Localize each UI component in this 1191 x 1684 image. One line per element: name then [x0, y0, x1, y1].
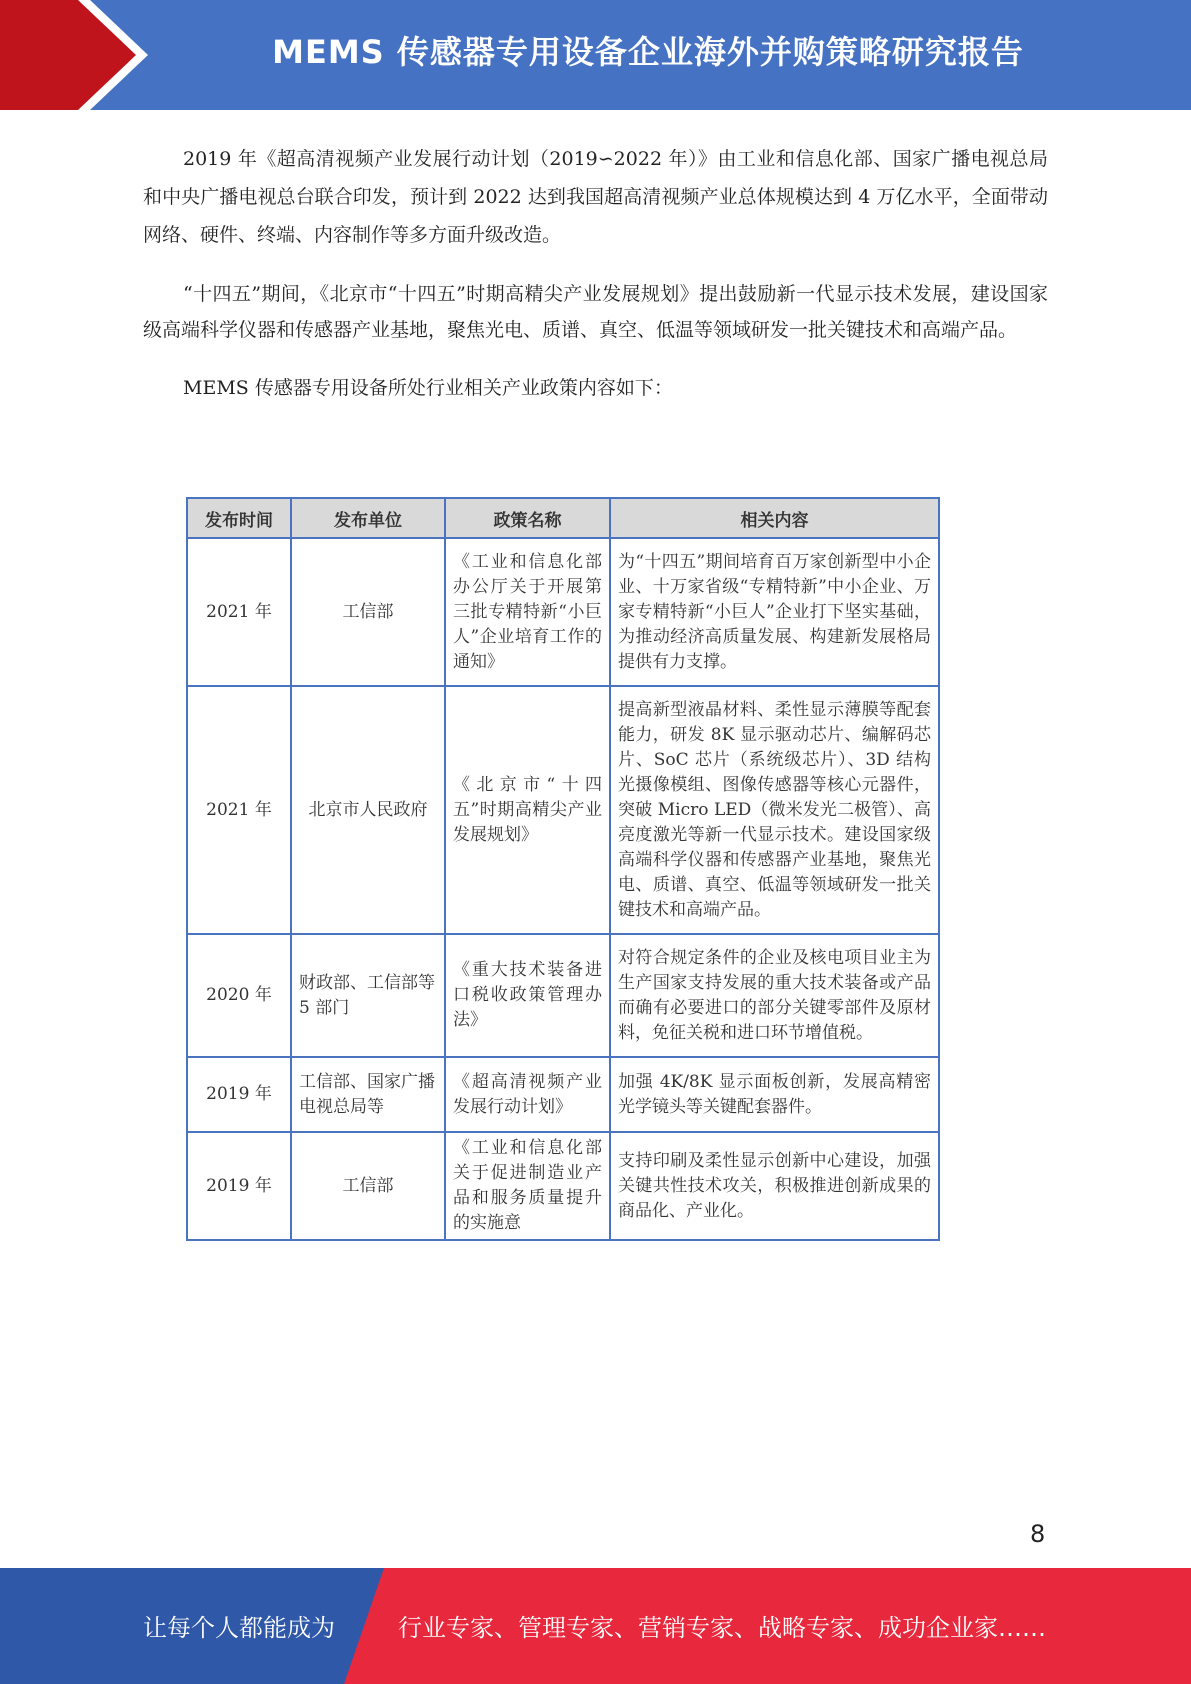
- paragraph-2: “十四五”期间，《北京市“十四五”时期高精尖产业发展规划》提出鼓励新一代显示技术发展，建设国家级高端科学仪器和传感器产业基地，聚焦光电、质谱、真空、低温等领域研发一批关键技术和高端产品。: [143, 283, 1048, 341]
- cell-policy: 《工业和信息化部办公厅关于开展第三批专精特新“小巨人”企业培育工作的通知》: [445, 538, 610, 686]
- page-number: 8: [1030, 1520, 1046, 1548]
- table-row: [187, 538, 939, 686]
- table-row: [187, 686, 939, 934]
- table-header-row: [187, 498, 939, 538]
- policy-table-container: [186, 497, 938, 1241]
- table-row: [187, 1132, 939, 1240]
- cell-content: 为“十四五”期间培育百万家创新型中小企业、十万家省级“专精特新”中小企业、万家专精特新“小巨人”企业打下坚实基础，为推动经济高质量发展、构建新发展格局提供有力支撑。: [610, 538, 939, 686]
- cell-policy: 《北京市“十四五”时期高精尖产业发展规划》: [445, 686, 610, 934]
- cell-date: 2021 年: [187, 686, 291, 934]
- cell-issuer: 财政部、工信部等 5 部门: [291, 934, 445, 1057]
- cell-date: 2021 年: [187, 538, 291, 686]
- document-body: [143, 140, 1048, 406]
- cell-issuer: 工信部、国家广播电视总局等: [291, 1057, 445, 1132]
- col-header-issuer: 发布单位: [291, 498, 445, 538]
- cell-date: 2020 年: [187, 934, 291, 1057]
- table-intro: MEMS 传感器专用设备所处行业相关产业政策内容如下：: [183, 377, 673, 399]
- cell-date: 2019 年: [187, 1132, 291, 1240]
- table-row: [187, 1057, 939, 1132]
- report-title: MEMS 传感器专用设备企业海外并购策略研究报告: [272, 33, 1024, 71]
- cell-issuer: 工信部: [291, 1132, 445, 1240]
- cell-policy: 《工业和信息化部关于促进制造业产品和服务质量提升的实施意: [445, 1132, 610, 1240]
- cell-date: 2019 年: [187, 1057, 291, 1132]
- col-header-policy: 政策名称: [445, 498, 610, 538]
- cell-content: 提高新型液晶材料、柔性显示薄膜等配套能力，研发 8K 显示驱动芯片、编解码芯片、SoC 芯片（系统级芯片）、3D 结构光摄像模组、图像传感器等核心元器件，突破 Micro LED（微米发光二极管）、高亮度激光等新一代显示技术。建设国家级高端科学仪器和传感器产业基地，聚焦光电、质谱、真空、低温等领域研发一批关键技术和高端产品。: [610, 686, 939, 934]
- policy-table: [186, 497, 940, 1241]
- col-header-content: 相关内容: [610, 498, 939, 538]
- cell-issuer: 工信部: [291, 538, 445, 686]
- cell-policy: 《重大技术装备进口税收政策管理办法》: [445, 934, 610, 1057]
- footer-slogan-left: 让每个人都能成为: [143, 1614, 335, 1642]
- page-footer: [0, 1568, 1191, 1684]
- table-row: [187, 934, 939, 1057]
- cell-issuer: 北京市人民政府: [291, 686, 445, 934]
- cell-content: 加强 4K/8K 显示面板创新，发展高精密光学镜头等关键配套器件。: [610, 1057, 939, 1132]
- page-header: [0, 0, 1191, 110]
- cell-content: 支持印刷及柔性显示创新中心建设，加强关键共性技术攻关，积极推进创新成果的商品化、产业化。: [610, 1132, 939, 1240]
- cell-content: 对符合规定条件的企业及核电项目业主为生产国家支持发展的重大技术装备或产品而确有必要进口的部分关键零部件及原材料，免征关税和进口环节增值税。: [610, 934, 939, 1057]
- cell-policy: 《超高清视频产业发展行动计划》: [445, 1057, 610, 1132]
- footer-slogan-right: 行业专家、管理专家、营销专家、战略专家、成功企业家……: [398, 1614, 1046, 1642]
- col-header-date: 发布时间: [187, 498, 291, 538]
- paragraph-1: 2019 年《超高清视频产业发展行动计划（2019∽2022 年）》由工业和信息化部、国家广播电视总局和中央广播电视总台联合印发，预计到 2022 达到我国超高清视频产业总体规模达到 4 万亿水平，全面带动网络、硬件、终端、内容制作等多方面升级改造。: [143, 148, 1048, 246]
